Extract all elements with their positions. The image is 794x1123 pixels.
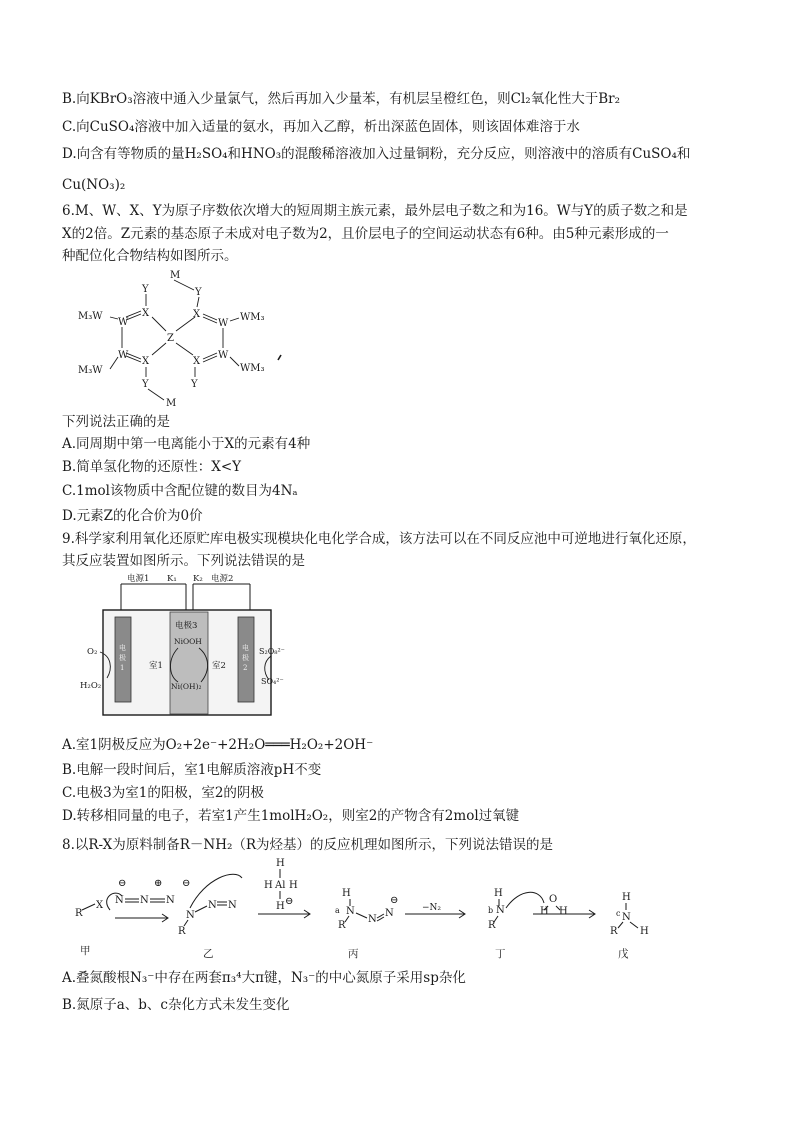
svg-text:N: N	[228, 900, 237, 911]
svg-text:Al: Al	[275, 880, 286, 891]
svg-text:极: 极	[242, 654, 249, 662]
svg-text:N: N	[368, 914, 377, 925]
fig9-nioh: NiOOH	[174, 637, 202, 646]
fig9-o2: O₂	[87, 647, 98, 657]
svg-text:R: R	[338, 920, 346, 931]
svg-text:R: R	[178, 926, 186, 937]
svg-text:H: H	[640, 926, 649, 937]
svg-text:H: H	[494, 888, 503, 899]
fig6-x-lowright: X	[193, 356, 201, 367]
svg-text:⊖: ⊖	[182, 878, 191, 889]
fig9-power1: 电源1	[127, 574, 150, 584]
fig6-y-lowright: Y	[191, 379, 198, 390]
q6-stem-line2: X的2倍。Z元素的基态原子未成对电子数为2，且价层电子的空间运动状态有6种。由5种元素形成的一	[62, 226, 669, 242]
svg-text:H: H	[276, 901, 285, 912]
fig8-label-wu: 戊	[618, 948, 629, 960]
fig6-y-upleft: Y	[142, 284, 149, 295]
svg-text:H: H	[622, 892, 631, 903]
fig8-label-bing: 丙	[348, 948, 359, 960]
fig8-label-ding: 丁	[495, 948, 506, 960]
svg-text:N: N	[115, 895, 124, 906]
fig6-w-upleft: W	[118, 317, 129, 328]
q9-stem-line1: 9.科学家利用氧化还原贮库电极实现模块化电化学合成，该方法可以在不同反应池中可逆地进行氧化还原，	[62, 531, 696, 547]
fig8-label-c: c	[616, 909, 621, 918]
q6-stem-line3: 种配位化合物结构如图所示。	[62, 248, 238, 264]
q5-option-b: B.向KBrO₃溶液中通入少量氯气，然后再加入少量苯，有机层呈橙红色，则Cl₂氧化性大于Br₂	[62, 91, 620, 107]
svg-text:极: 极	[119, 654, 126, 662]
fig6-x-upleft: X	[142, 308, 150, 319]
q9-option-b: B.电解一段时间后，室1电解质溶液pH不变	[62, 762, 322, 778]
fig9-k2: K₂	[193, 574, 203, 584]
svg-text:R: R	[75, 908, 83, 919]
svg-text:H: H	[276, 858, 285, 869]
svg-text:H: H	[264, 880, 273, 891]
fig9-k1: K₁	[167, 574, 177, 584]
fig6-wm3-upright: WM₃	[240, 312, 265, 323]
q8-option-a: A.叠氮酸根N₃⁻中存在两套π₃⁴大π键，N₃⁻的中心氮原子采用sp杂化	[62, 970, 466, 986]
fig9-so4: SO₄²⁻	[261, 677, 284, 686]
fig6-x-lowleft: X	[142, 356, 150, 367]
q6-option-d: D.元素Z的化合价为0价	[62, 508, 203, 524]
q9-option-c: C.电极3为室1的阳极，室2的阴极	[62, 785, 264, 801]
fig6-m-top: M	[170, 270, 181, 281]
fig6-m3w-upleft: M₃W	[78, 311, 103, 322]
fig8-label-b: b	[488, 906, 494, 915]
q6-stem-line1: 6.M、W、X、Y为原子序数依次增大的短周期主族元素，最外层电子数之和为16。W与Y的质子数之和是	[62, 203, 688, 219]
svg-text:N: N	[208, 900, 217, 911]
fig9-nioh2: Ni(OH)₂	[171, 682, 202, 691]
q5-option-d-line2: Cu(NO₃)₂	[62, 177, 126, 193]
svg-text:N: N	[166, 895, 175, 906]
fig9-room2: 室2	[212, 661, 226, 671]
svg-text:R: R	[488, 920, 496, 931]
q6-prompt: 下列说法正确的是	[62, 414, 170, 430]
fig6-y-top: Y	[195, 287, 202, 298]
q6-option-c: C.1mol该物质中含配位键的数目为4Nₐ	[62, 483, 298, 499]
q6-option-a: A.同周期中第一电离能小于X的元素有4种	[62, 436, 311, 452]
q9-stem-line2: 其反应装置如图所示。下列说法错误的是	[62, 553, 305, 569]
fig6-w-lowright: W	[218, 350, 229, 361]
svg-text:N: N	[496, 905, 505, 916]
svg-text:N: N	[622, 912, 631, 923]
svg-text:电: 电	[242, 644, 249, 652]
svg-text:H: H	[540, 906, 549, 917]
svg-text:H: H	[559, 906, 568, 917]
svg-text:O: O	[549, 894, 558, 905]
svg-text:⊖: ⊖	[285, 896, 294, 907]
q6-option-b: B.简单氢化物的还原性：X<Y	[62, 459, 242, 475]
fig9-s2o8: S₂O₈²⁻	[259, 647, 285, 656]
fig8-label-a: a	[335, 906, 340, 915]
q9-option-d: D.转移相同量的电子，若室1产生1molH₂O₂，则室2的产物含有2mol过氧键	[62, 808, 520, 824]
fig9-power2: 电源2	[211, 574, 234, 584]
svg-text:⊖: ⊖	[390, 895, 399, 906]
fig8-minus-n2: −N₂	[422, 903, 442, 913]
q9-cell-figure	[75, 572, 305, 727]
svg-text:2: 2	[243, 664, 248, 672]
fig6-w-lowleft: W	[118, 350, 129, 361]
fig6-w-upright: W	[218, 318, 229, 329]
svg-text:⊕: ⊕	[154, 878, 163, 889]
svg-text:H: H	[342, 888, 351, 899]
svg-text:H: H	[289, 880, 298, 891]
q8-option-b: B.氮原子a、b、c杂化方式未发生变化	[62, 997, 290, 1013]
svg-text:1: 1	[120, 664, 125, 672]
fig9-electrode3-label: 电极3	[175, 621, 198, 631]
fig6-y-lowleft: Y	[142, 379, 149, 390]
q6-structure-figure	[70, 265, 300, 415]
fig6-m-bottom: M	[166, 398, 177, 409]
fig6-z: Z	[167, 333, 174, 344]
svg-text:N: N	[346, 906, 355, 917]
q9-option-a: A.室1阴极反应为O₂+2e⁻+2H₂O═══H₂O₂+2OH⁻	[62, 737, 374, 753]
svg-text:X: X	[96, 900, 104, 911]
fig8-label-jia: 甲	[80, 945, 91, 957]
svg-text:N: N	[186, 910, 195, 921]
svg-text:⊖: ⊖	[118, 878, 127, 889]
q5-option-c: C.向CuSO₄溶液中加入适量的氨水，再加入乙醇，析出深蓝色固体，则该固体难溶于水	[62, 119, 580, 135]
fig6-wm3-lowright: WM₃	[240, 363, 265, 374]
svg-text:N: N	[385, 908, 394, 919]
fig8-label-yi: 乙	[203, 948, 214, 960]
q8-mechanism-figure	[70, 858, 670, 963]
fig9-h2o2: H₂O₂	[80, 681, 102, 691]
fig9-room1: 室1	[149, 661, 163, 671]
svg-text:R: R	[610, 926, 618, 937]
q8-stem: 8.以R-X为原料制备R－NH₂（R为烃基）的反应机理如图所示，下列说法错误的是	[62, 837, 554, 853]
fig6-m3w-lowleft: M₃W	[78, 365, 103, 376]
fig6-x-upright: X	[193, 309, 201, 320]
q5-option-d-line1: D.向含有等物质的量H₂SO₄和HNO₃的混酸稀溶液加入过量铜粉，充分反应，则溶液中的溶质有CuSO₄和	[62, 146, 691, 162]
svg-text:电: 电	[119, 644, 126, 652]
svg-text:N: N	[140, 895, 149, 906]
